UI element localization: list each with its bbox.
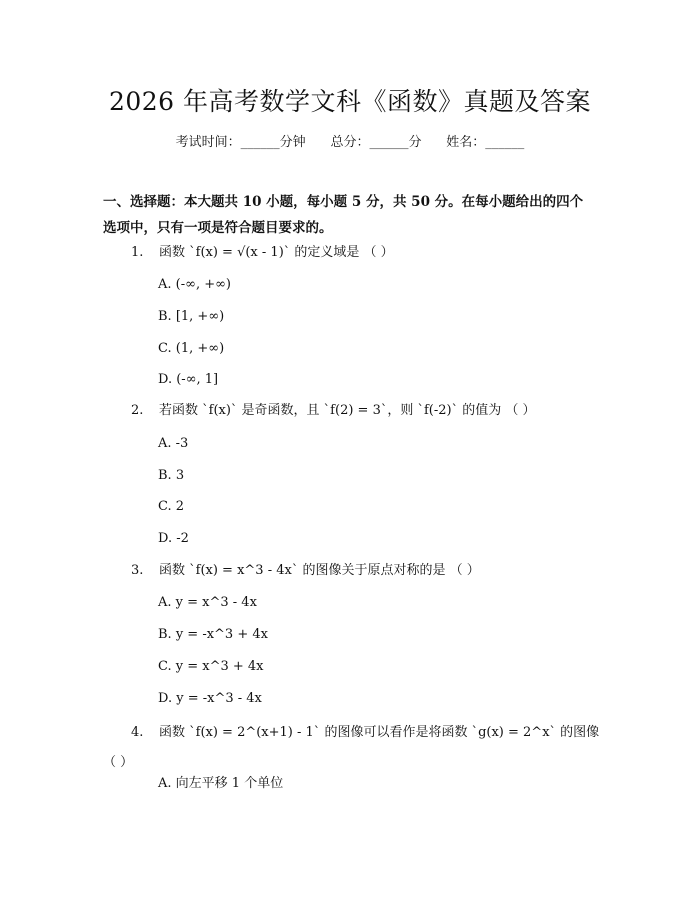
exam-meta — [0, 131, 700, 150]
question-3 — [131, 558, 480, 584]
time-field: 考试时间：______分钟 — [175, 135, 306, 150]
q2-option-c: C. 2 — [158, 499, 185, 514]
question-text: 函数 `f(x) = √(x - 1)` 的定义域是 （ ） — [159, 245, 394, 260]
q3-option-b: B. y = -x^3 + 4x — [158, 627, 268, 642]
name-field: 姓名：______ — [446, 135, 525, 150]
q4-option-a: A. 向左平移 1 个单位 — [158, 776, 284, 791]
q1-option-c: C. (1, +∞) — [158, 341, 225, 356]
q1-option-b: B. [1, +∞) — [158, 309, 225, 324]
question-number: 3. — [131, 563, 144, 578]
question-text: 若函数 `f(x)` 是奇函数，且 `f(2) = 3`，则 `f(-2)` 的值为 （ ） — [159, 403, 536, 418]
question-text: 函数 `f(x) = x^3 - 4x` 的图像关于原点对称的是 （ ） — [159, 563, 480, 578]
q3-option-c: C. y = x^3 + 4x — [158, 659, 264, 674]
q2-option-d: D. -2 — [158, 531, 189, 546]
question-4 — [103, 718, 603, 778]
q1-option-a: A. (-∞, +∞) — [158, 277, 232, 292]
question-1 — [131, 240, 394, 266]
question-2 — [131, 398, 536, 424]
q3-option-d: D. y = -x^3 - 4x — [158, 691, 262, 706]
page-title: 2026 年高考数学文科《函数》真题及答案 — [108, 87, 592, 116]
q2-option-b: B. 3 — [158, 468, 185, 483]
question-number: 2. — [131, 403, 144, 418]
section-heading: 一、选择题：本大题共 10 小题，每小题 5 分，共 50 分。在每小题给出的四个选项中，只有一项是符合题目要求的。 — [103, 194, 584, 236]
question-text: 函数 `f(x) = 2^(x+1) - 1` 的图像可以看作是将函数 `g(x) = 2^x` 的图像 （ ） — [103, 725, 600, 770]
q3-option-a: A. y = x^3 - 4x — [158, 595, 257, 610]
score-field: 总分：______分 — [330, 135, 422, 150]
question-number: 4. — [131, 725, 144, 740]
q2-option-a: A. -3 — [158, 436, 189, 451]
question-number: 1. — [131, 245, 144, 260]
q1-option-d: D. (-∞, 1] — [158, 372, 219, 387]
